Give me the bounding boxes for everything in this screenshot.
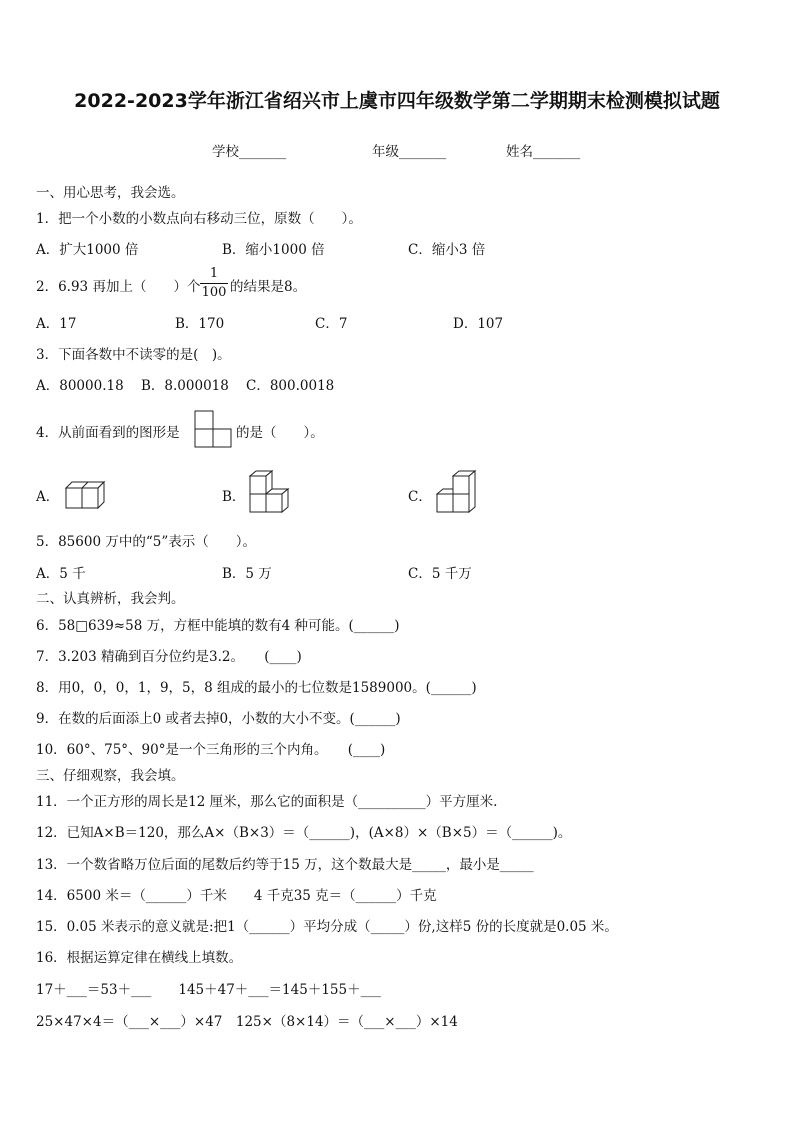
q2-option-d: D．107 xyxy=(453,316,504,332)
question-15: 15．0.05 米表示的意义就是:把1（______）平均分成（_____）份,这样5 份的长度就是0.05 米。 xyxy=(36,919,618,935)
q2-option-c: C．7 xyxy=(315,316,348,332)
fraction-bar xyxy=(200,283,228,284)
question-4-suffix: 的是（ ）。 xyxy=(236,425,324,441)
question-9: 9．在数的后面添上0 或者去掉0，小数的大小不变。(______) xyxy=(36,711,401,727)
question-16: 16．根据运算定律在横线上填数。 xyxy=(36,950,243,966)
q5-option-c: C．5 千万 xyxy=(408,566,472,582)
question-7: 7．3.203 精确到百分位约是3.2。 (____) xyxy=(36,649,302,665)
question-8: 8．用0，0，0，1，9，5，8 组成的最小的七位数是1589000。(______) xyxy=(36,680,477,696)
front-view-figure xyxy=(194,410,232,448)
q1-option-b: B．缩小1000 倍 xyxy=(222,242,325,258)
question-2-prefix: 2．6.93 再加上（ ）个 xyxy=(36,279,201,295)
q5-option-a: A．5 千 xyxy=(36,566,86,582)
q3-option-a: A．80000.18 xyxy=(36,378,124,394)
q1-option-a: A．扩大1000 倍 xyxy=(36,242,139,258)
question-4-prefix: 4．从前面看到的图形是 xyxy=(36,425,180,441)
page-title: 2022-2023学年浙江省绍兴市上虞市四年级数学第二学期期末检测模拟试题 xyxy=(74,90,720,112)
fraction-one-hundredth xyxy=(200,266,228,301)
school-field: 学校_______ xyxy=(212,144,287,160)
name-field: 姓名_______ xyxy=(506,144,581,160)
question-11: 11．一个正方形的周长是12 厘米，那么它的面积是（__________）平方厘米. xyxy=(36,794,498,810)
option-b-cubes-figure xyxy=(246,470,292,514)
section-heading-judge: 二、认真辨析，我会判。 xyxy=(36,591,185,607)
grade-field: 年级_______ xyxy=(372,144,447,160)
section-heading-fill: 三、仔细观察，我会填。 xyxy=(36,768,185,784)
section-heading-choose: 一、用心思考，我会选。 xyxy=(36,185,185,201)
question-14: 14．6500 米＝（______）千米 4 千克35 克＝（______）千克 xyxy=(36,888,437,904)
option-a-cubes-figure xyxy=(62,478,108,510)
q3-option-c: C．800.0018 xyxy=(246,378,335,394)
fraction-denominator: 100 xyxy=(201,285,227,300)
question-16-row-1: 17＋___＝53＋___ 145＋47＋___＝145＋155＋___ xyxy=(36,982,381,998)
q2-option-a: A．17 xyxy=(36,316,77,332)
q4-option-c-label: C． xyxy=(408,489,432,505)
q5-option-b: B．5 万 xyxy=(222,566,272,582)
question-1: 1．把一个小数的小数点向右移动三位，原数（ ）。 xyxy=(36,211,362,227)
question-16-row-2: 25×47×4＝（___×___）×47 125×（8×14）＝（___×___）×14 xyxy=(36,1014,458,1030)
question-13: 13．一个数省略万位后面的尾数后约等于15 万，这个数最大是_____，最小是_____ xyxy=(36,857,534,873)
question-2-suffix: 的结果是8。 xyxy=(230,279,307,295)
q3-option-b: B．8.000018 xyxy=(141,378,229,394)
q1-option-c: C．缩小3 倍 xyxy=(408,242,486,258)
option-c-cubes-figure xyxy=(433,470,479,514)
question-6: 6．58□639≈58 万，方框中能填的数有4 种可能。(______) xyxy=(36,618,400,634)
q4-option-a-label: A． xyxy=(36,489,60,505)
question-10: 10．60°、75°、90°是一个三角形的三个内角。 (____) xyxy=(36,742,386,758)
q4-option-b-label: B． xyxy=(222,489,246,505)
question-5: 5．85600 万中的“5”表示（ ）。 xyxy=(36,534,256,550)
question-3: 3．下面各数中不读零的是( )。 xyxy=(36,347,231,363)
q2-option-b: B．170 xyxy=(175,316,225,332)
fraction-numerator: 1 xyxy=(209,266,219,281)
question-12: 12．已知A×B＝120，那么A×（B×3）＝（______)，(A×8）×（B×5）＝（______)。 xyxy=(36,825,572,841)
